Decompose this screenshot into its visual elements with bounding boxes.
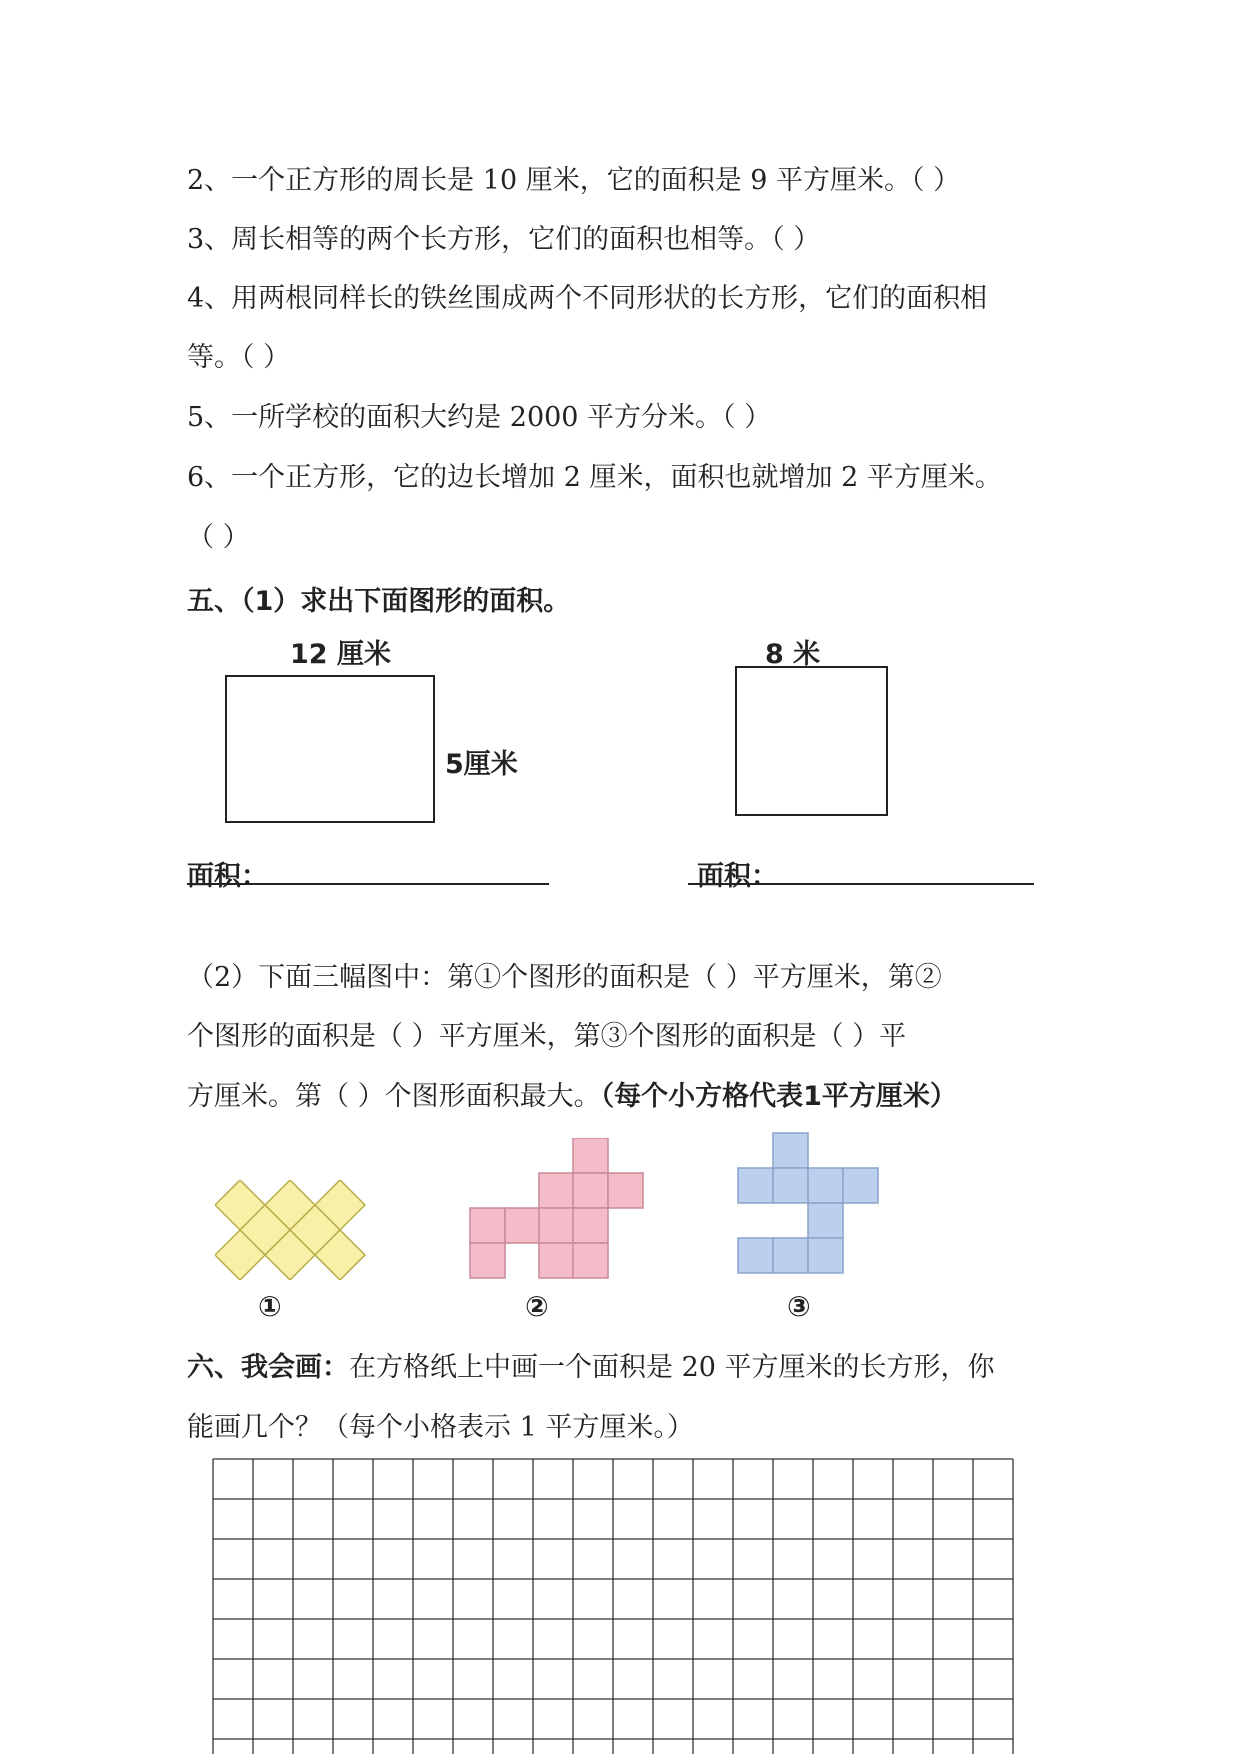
- question-4-line-1: 4、用两根同样长的铁丝围成两个不同形状的长方形，它们的面积相: [187, 283, 988, 314]
- part2-line-3-text: 方厘米。第（ ）个图形面积最大。: [187, 1081, 601, 1112]
- area-label-2: 面积：: [697, 861, 778, 892]
- figure-1-yellow-tiles: [215, 1180, 375, 1280]
- area-answer-line-1[interactable]: [187, 883, 549, 885]
- question-4-line-2: 等。（ ）: [187, 342, 291, 373]
- part2-note: （每个小方格代表1平方厘米）: [600, 1081, 957, 1112]
- grid-paper[interactable]: [212, 1458, 1025, 1754]
- part2-line-2: 个图形的面积是（ ）平方厘米，第③个图形的面积是（ ）平: [187, 1021, 907, 1052]
- square-side-label: 8 米: [765, 639, 821, 670]
- figure-3-label: ③: [787, 1290, 811, 1323]
- square-figure: [735, 666, 888, 816]
- figure-1-label: ①: [258, 1290, 282, 1323]
- figure-3-blue-tiles: [735, 1130, 895, 1275]
- area-label-1: 面积：: [187, 861, 268, 892]
- question-6-line-2: （ ）: [187, 522, 250, 553]
- question-5: 5、一所学校的面积大约是 2000 平方分米。（ ）: [187, 402, 772, 433]
- section-6-text-1: 在方格纸上中画一个面积是 20 平方厘米的长方形，你: [349, 1352, 995, 1383]
- section-6-heading: 六、我会画：: [187, 1352, 349, 1383]
- section-6-line-2: 能画几个？（每个小格表示 1 平方厘米。）: [187, 1412, 694, 1443]
- question-6-line-1: 6、一个正方形，它的边长增加 2 厘米，面积也就增加 2 平方厘米。: [187, 462, 1002, 493]
- figure-2-pink-tiles: [465, 1138, 645, 1288]
- section-5-heading: 五、（1）求出下面图形的面积。: [187, 586, 571, 617]
- part2-line-3: [187, 1079, 957, 1115]
- rect-height-label: 5厘米: [445, 749, 518, 780]
- question-2: 2、一个正方形的周长是 10 厘米，它的面积是 9 平方厘米。（ ）: [187, 165, 961, 196]
- part2-line-1: （2）下面三幅图中：第①个图形的面积是（ ）平方厘米，第②: [187, 962, 942, 993]
- figure-2-label: ②: [525, 1290, 549, 1323]
- section-6-line-1: [187, 1350, 995, 1386]
- question-3: 3、周长相等的两个长方形，它们的面积也相等。（ ）: [187, 224, 821, 255]
- rectangle-figure: [225, 675, 435, 823]
- area-answer-line-2[interactable]: [688, 883, 1034, 885]
- rect-width-label: 12 厘米: [290, 639, 391, 670]
